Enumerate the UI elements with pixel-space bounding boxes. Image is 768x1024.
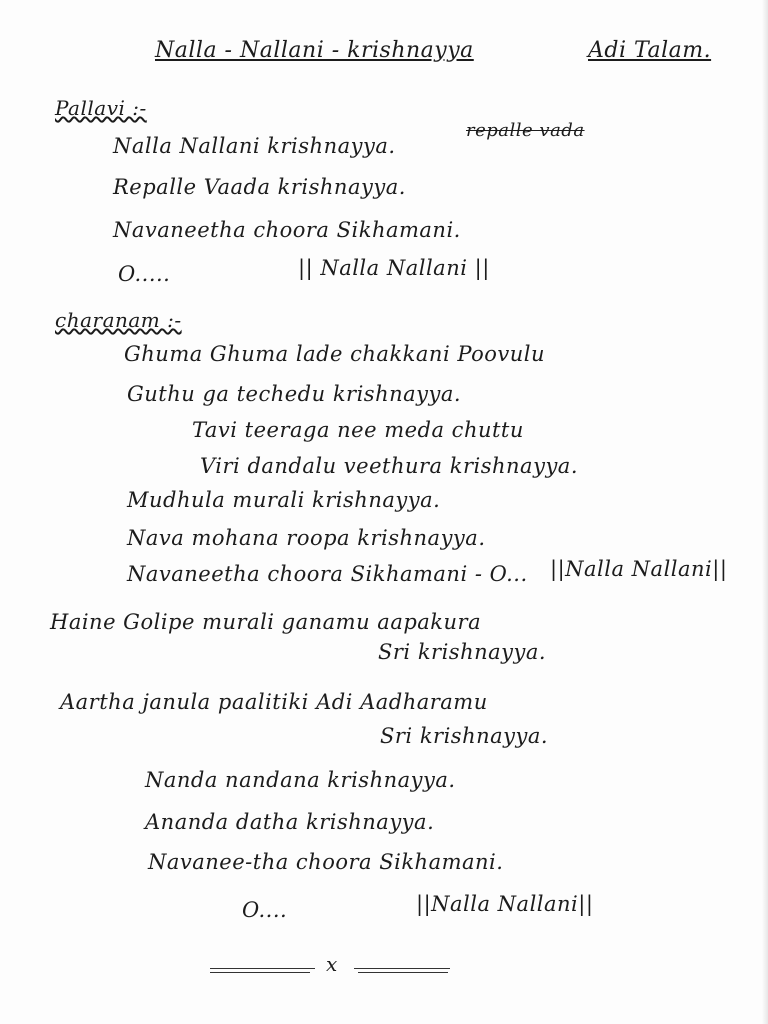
verse2-line-8: O.... [242,898,288,922]
charanam-line-7: Navaneetha choora Sikhamani - O... [127,562,528,586]
pallavi-line-3: Navaneetha choora Sikhamani. [113,218,461,242]
struck-text: repalle vada [466,120,585,141]
divider-left-line [210,968,315,969]
pallavi-heading: Pallavi :- [55,96,147,120]
charanam-line-5: Mudhula murali krishnayya. [127,488,441,512]
charanam-line-6: Nava mohana roopa krishnayya. [127,526,486,550]
charanam-line-2: Guthu ga techedu krishnayya. [127,382,462,406]
divider-right-line-2 [358,972,448,973]
charanam-line-4: Viri dandalu veethura krishnayya. [200,454,579,478]
verse2-line-5: Nanda nandana krishnayya. [145,768,456,792]
divider-right-line [354,968,450,969]
charanam-line-1: Ghuma Ghuma lade chakkani Poovulu [124,342,546,366]
divider-mark: x [326,952,338,976]
verse2-line-2: Sri krishnayya. [378,640,547,664]
pallavi-line-2: Repalle Vaada krishnayya. [113,175,406,199]
verse2-line-3: Aartha janula paalitiki Adi Aadharamu [60,690,488,714]
verse2-refrain: ||Nalla Nallani|| [416,892,594,916]
page-edge-shadow [762,0,768,1024]
verse2-line-1: Haine Golipe murali ganamu aapakura [50,610,482,634]
verse2-line-4: Sri krishnayya. [380,724,549,748]
song-title: Nalla - Nallani - krishnayya [155,38,474,63]
pallavi-refrain: || Nalla Nallani || [298,256,490,280]
charanam-line-3: Tavi teeraga nee meda chuttu [192,418,524,442]
charanam-refrain: ||Nalla Nallani|| [550,557,728,581]
pallavi-line-1: Nalla Nallani krishnayya. [113,134,396,158]
divider-left-line-2 [210,972,310,973]
charanam-heading: charanam :- [55,308,182,332]
verse2-line-7: Navanee-tha choora Sikhamani. [148,850,504,874]
pallavi-line-4: O..... [118,262,171,286]
talam-label: Adi Talam. [588,38,712,63]
verse2-line-6: Ananda datha krishnayya. [145,810,435,834]
